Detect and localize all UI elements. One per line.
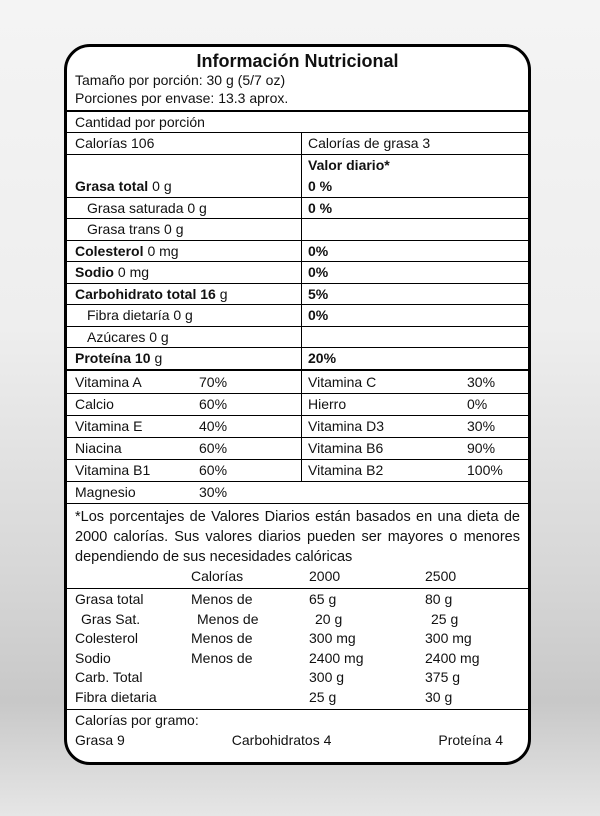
nutrient-dv: 0% [308,242,329,259]
vitamin-n1: Magnesio [75,484,136,500]
vitamin-p2: 30% [467,373,496,390]
ref-cell: 25 g [431,610,459,627]
reference-table [67,589,528,707]
nutrient-amount: 0 g [152,177,172,194]
vitamin-row [67,459,528,481]
nutrient-name: Azúcares 0 g [87,328,169,345]
nutrient-name: Grasa total [75,177,149,194]
vitamin-n1: Vitamina B1 [75,462,151,478]
vitamin-p1: 70% [199,373,228,390]
ref-cell: 300 g [309,669,345,685]
ref-cell: 65 g [309,591,337,607]
vitamin-n2 [301,482,467,503]
amount-per-serving: Cantidad por porción [75,114,205,130]
nutrient-dv: 0 % [308,177,333,194]
ref-row [67,688,528,708]
nutrient-row [67,218,528,240]
nutrient-dv: 0% [308,307,329,324]
nutrient-table [67,175,528,369]
cal-per-gram [67,730,528,750]
vitamin-p2: 90% [467,440,496,456]
vitamin-row [67,371,528,393]
nutrient-amount: g [219,285,228,302]
vitamin-table [67,371,528,503]
vitamin-p2: 30% [467,418,496,434]
vitamin-n2: Vitamina D3 [301,416,467,437]
ref-cell: 2400 mg [309,649,364,666]
ref-cell [191,668,309,688]
nutrient-name: Colesterol [75,242,144,259]
nutrient-row [67,261,528,283]
ref-cell: 375 g [425,669,461,685]
calories: Calorías 106 [75,135,155,152]
vitamin-n2: Vitamina B6 [301,438,467,459]
ref-row [67,649,528,669]
ref-cell: Gras Sat. [81,610,141,627]
ref-cell: Menos de [191,649,253,666]
calories-from-fat: Calorías de grasa 3 [301,133,528,154]
ref-cell [191,688,309,708]
vitamin-p1: 60% [199,462,228,478]
ref-cell: 20 g [315,610,343,627]
nutrient-amount: g [154,350,163,367]
nutrient-name: Sodio [75,264,114,281]
vitamin-n2: Hierro [301,394,467,415]
ref-cell: Menos de [191,630,253,646]
nutrient-name: Grasa trans 0 g [87,221,184,238]
cal-protein: Proteína 4 [438,732,503,748]
vitamin-n1: Calcio [75,396,114,412]
nutrient-row [67,175,528,197]
nutrient-name: Fibra dietaría 0 g [87,307,193,324]
vitamin-n1: Vitamina A [75,373,142,390]
vitamin-row [67,437,528,459]
ref-cell: Menos de [191,591,253,607]
nutrient-row [67,240,528,262]
nutrient-dv: 0% [308,264,329,281]
vitamin-n1: Niacina [75,440,122,456]
nutrient-row [67,304,528,326]
cal-carb: Carbohidratos 4 [231,732,332,748]
vitamin-p1: 40% [199,418,228,434]
ref-row [67,668,528,688]
ref-cell: 300 mg [425,630,472,646]
ref-cell: Colesterol [75,630,139,646]
cal-fat: Grasa 9 [75,732,125,748]
ref-cell: Carb. Total [75,669,143,685]
ref-cell: 80 g [425,591,453,607]
vitamin-row [67,415,528,437]
nutrient-dv: 20% [308,350,337,367]
nutrient-row [67,197,528,219]
ref-cell: 25 g [309,688,337,705]
ref-row [67,590,528,610]
nutrient-amount: 0 mg [147,242,179,259]
ref-cell: Grasa total [75,591,144,607]
ref-cell: 300 mg [309,630,356,646]
vitamin-p1: 60% [199,396,228,412]
cal-per-gram-label: Calorías por gramo: [75,712,199,728]
vitamin-row [67,393,528,415]
ref-header: Calorías 2000 2500 [191,567,457,584]
nutrient-name: Proteína 10 [75,350,151,367]
vitamin-p1: 60% [199,440,228,456]
nutrient-row [67,283,528,305]
vitamin-p1: 30% [199,484,228,500]
ref-row [67,629,528,649]
ref-cell: Sodio [75,649,111,666]
vitamin-n2: Vitamina B2 [301,460,467,481]
ref-cell: Menos de [197,610,259,627]
daily-value-header: Valor diario* [308,156,390,173]
label-title: Información Nutricional [196,51,399,71]
vitamin-row [67,481,528,503]
nutrient-name: Grasa saturada 0 g [87,199,207,216]
vitamin-n2: Vitamina C [301,371,467,393]
nutrient-dv: 0 % [308,199,333,216]
vitamin-p2: 0% [467,396,488,412]
footnote: *Los porcentajes de Valores Diarios están basados en una dieta de 2000 calorías. Sus valores diarios pueden ser mayores o menores dependiendo de sus necesidades calóricas [75,508,520,565]
ref-cell: 30 g [425,688,453,705]
nutrient-amount: 0 mg [117,264,150,281]
nutrient-row [67,326,528,348]
nutrition-label [64,44,531,765]
serving-size: Tamaño por porción: 30 g (5/7 oz) [75,72,286,88]
vitamin-p2: 100% [467,462,503,478]
servings-per-container: Porciones por envase: 13.3 aprox. [75,90,289,106]
nutrient-dv: 5% [308,285,329,302]
ref-cell: 2400 mg [425,649,480,666]
nutrient-row [67,347,528,369]
nutrient-name: Carbohidrato total 16 [75,285,216,302]
vitamin-n1: Vitamina E [75,418,143,434]
ref-cell: Fibra dietaria [75,688,157,705]
ref-row [67,610,528,630]
